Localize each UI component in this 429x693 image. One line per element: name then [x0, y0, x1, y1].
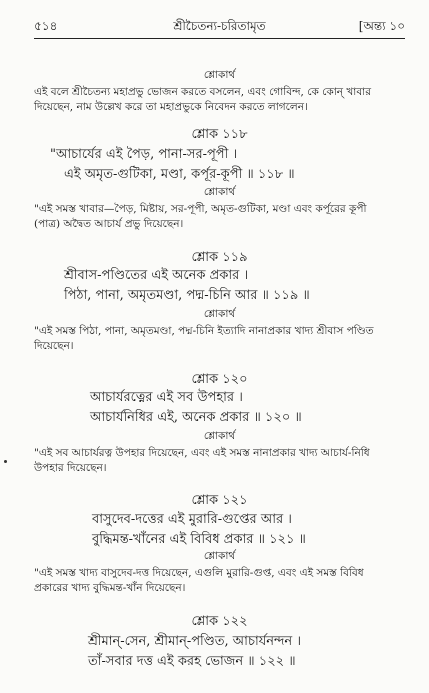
prose-line: এই বলে শ্রীচৈতন্য মহাপ্রভু ভোজন করতে বসলেন, এবং গোবিন্দ, কে কোন্ খাবার: [34, 86, 372, 98]
prose-line: "এই সমস্ত পিঠা, পানা, অমৃতমণ্ডা, পদ্ম-চিনি ইত্যাদি নানাপ্রকার খাদ্য শ্রীবাস পণ্ডিত: [34, 325, 374, 337]
verse-number: শ্লোক ১২২: [191, 614, 248, 629]
verse-line: বুদ্ধিমন্ত-খাঁনের এই বিবিধ প্রকার ॥ ১২১ ॥: [92, 532, 306, 547]
translation-label: শ্লোকার্থ: [203, 186, 236, 198]
prose-line: দিয়েছেন, নাম উল্লেখ করে তা মহাপ্রভুকে নিবেদন করতে লাগলেন।: [34, 101, 308, 113]
verse-line: আচার্যনিধির এই, অনেক প্রকার ॥ ১২০ ॥: [90, 410, 302, 425]
verse-text: [34, 632, 405, 672]
verse-line: "আচার্যের এই পৈড়, পানা-সর-পূপী ।: [50, 147, 238, 162]
verse-line: তাঁ-সবার দত্ত এই করহ ভোজন ॥ ১২২ ॥: [88, 654, 296, 669]
verse-text: [34, 388, 405, 428]
book-title: শ্রীচৈতন্য-চরিতামৃত: [173, 19, 266, 33]
verse-line: বাসুদেব-দত্তের এই মুরারি-গুপ্তের আর ।: [92, 512, 292, 527]
header-rule: [34, 38, 405, 39]
prose-line: (পাত্র) অদ্বৈত আচার্য প্রভু দিয়েছেন।: [34, 218, 184, 230]
verse-number: শ্লোক ১২১: [191, 493, 248, 508]
verse-text: [34, 510, 405, 550]
verse-number: শ্লোক ১১৮: [191, 127, 248, 142]
translation-text: [34, 566, 405, 596]
prose-line: "এই সব আচার্যরত্ন উপহার দিয়েছেন, এবং এই সমস্ত নানাপ্রকার খাদ্য আচার্য-নিধি: [34, 447, 370, 459]
translation-text: [34, 202, 405, 232]
translation-label: শ্লোকার্থ: [203, 550, 236, 562]
verse-line: এই অমৃত-গুটিকা, মণ্ডা, কর্পূর-কূপী ॥ ১১৮ ॥: [64, 167, 295, 182]
margin-mark: [4, 460, 7, 463]
translation-label: শ্লোকার্থ: [203, 308, 236, 320]
prose-line: উপহার দিয়েছেন।: [34, 462, 107, 474]
verse-line: শ্রীমান্-সেন, শ্রীমান্-পণ্ডিত, আচার্যনন্দন ।: [88, 634, 301, 649]
prose-line: "এই সমস্ত খাদ্য বাসুদেব-দত্ত দিয়েছেন, এগুলি মুরারি-গুপ্ত, এবং এই সমস্ত বিবিধ: [34, 567, 364, 579]
translation-text: [34, 85, 405, 115]
verse-line: আচার্যরত্নের এই সব উপহার ।: [90, 390, 243, 405]
verse-text: [34, 145, 405, 185]
prose-line: প্রকারের খাদ্য বুদ্ধিমন্ত-খাঁন দিয়েছেন।: [34, 582, 186, 594]
running-header: [34, 18, 405, 36]
translation-text: [34, 446, 405, 476]
verse-line: পিঠা, পানা, অমৃতমণ্ডা, পদ্ম-চিনি আর ॥ ১১৯ ॥: [64, 288, 310, 303]
translation-label: শ্লোকার্থ: [203, 69, 236, 81]
chapter-marker: [অন্ত্য ১০: [358, 19, 405, 33]
verse-text: [34, 266, 405, 306]
verse-number: শ্লোক ১২০: [191, 372, 248, 387]
prose-line: দিয়েছেন।: [34, 340, 74, 352]
verse-number: শ্লোক ১১৯: [191, 250, 248, 265]
prose-line: "এই সমস্ত খাবার—পৈড়, মিষ্টায়, সর-পূপী, অমৃত-গুটিকা, মণ্ডা এবং কর্পূরের কূপী: [34, 203, 367, 215]
page-number: ৫১৪: [34, 19, 58, 33]
translation-text: [34, 324, 405, 354]
translation-label: শ্লোকার্থ: [203, 430, 236, 442]
verse-line: শ্রীবাস-পণ্ডিতের এই অনেক প্রকার ।: [64, 268, 249, 283]
